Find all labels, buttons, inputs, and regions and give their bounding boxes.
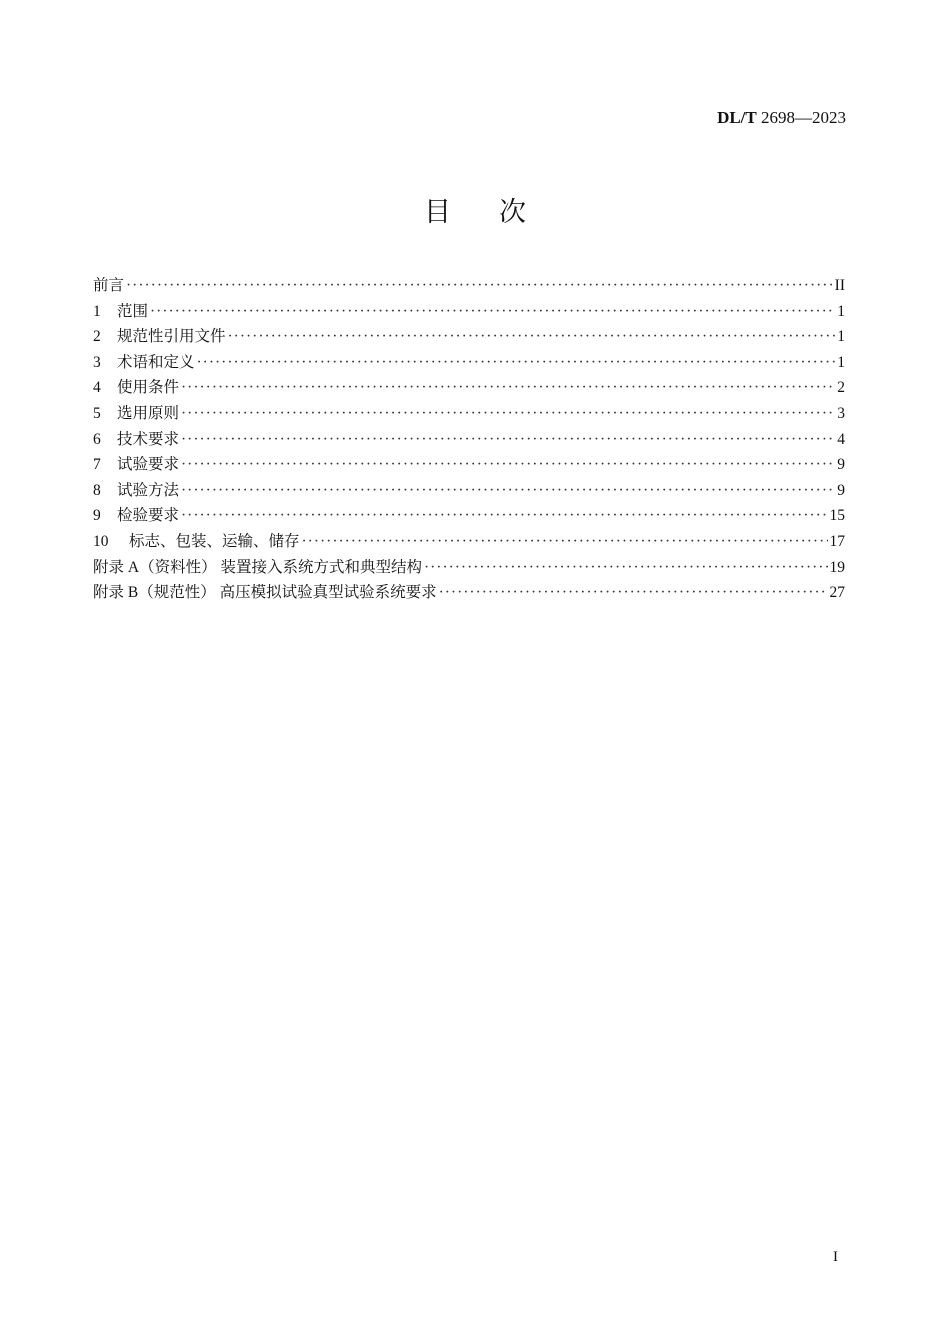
dot-leader [181, 379, 835, 397]
dot-leader [181, 431, 835, 449]
toc-entry-number: 9 [93, 507, 101, 525]
toc-entry-page: 1 [837, 302, 845, 320]
toc-entry-page: 1 [837, 328, 845, 346]
toc-entry-page: 9 [837, 456, 845, 474]
dot-leader [302, 533, 828, 551]
toc-entry[interactable] [93, 299, 845, 325]
table-of-contents [93, 273, 845, 606]
toc-entry-page: 3 [837, 404, 845, 422]
dot-leader [228, 328, 836, 346]
toc-entry-label: 选用原则 [117, 404, 180, 422]
toc-entry-number: 1 [93, 302, 101, 320]
toc-entry-number: 7 [93, 456, 101, 474]
toc-entry-label: 前言 [93, 277, 125, 294]
dot-leader [181, 507, 827, 525]
toc-entry-page: 17 [829, 532, 845, 550]
toc-entry[interactable] [93, 375, 845, 401]
dot-leader [150, 303, 835, 321]
dot-leader [181, 456, 835, 474]
toc-entry-label: 范围 [117, 302, 149, 320]
dot-leader [181, 405, 835, 423]
dot-leader [439, 584, 828, 602]
toc-entry-label: 标志、包装、运输、储存 [129, 532, 300, 550]
toc-entry-number: 5 [93, 404, 101, 422]
toc-entry[interactable] [93, 427, 845, 453]
toc-entry[interactable] [93, 324, 845, 350]
dot-leader [126, 277, 833, 295]
toc-entry-label: 技术要求 [117, 430, 180, 448]
toc-entry[interactable] [93, 503, 845, 529]
toc-entry[interactable] [93, 401, 845, 427]
dot-leader [424, 559, 828, 577]
standard-code [717, 108, 846, 128]
toc-entry-page: 9 [837, 481, 845, 499]
toc-entry-page: 4 [837, 430, 845, 448]
toc-entry-page: II [834, 277, 845, 294]
toc-entry-label: 使用条件 [117, 379, 180, 397]
toc-entry[interactable] [93, 580, 845, 606]
toc-entry-number: 6 [93, 430, 101, 448]
toc-entry-number: 3 [93, 353, 101, 371]
toc-entry[interactable] [93, 555, 845, 581]
toc-entry-label: 术语和定义 [117, 353, 195, 371]
toc-entry[interactable] [93, 452, 845, 478]
page-number: I [833, 1249, 838, 1265]
toc-entry-number: 4 [93, 379, 101, 397]
toc-entry-number: 2 [93, 328, 101, 346]
toc-entry-label: 试验方法 [117, 481, 180, 499]
toc-entry[interactable] [93, 478, 845, 504]
toc-entry-label: 检验要求 [117, 507, 180, 525]
toc-entry-page: 19 [829, 558, 845, 576]
page-title: 目次 [424, 197, 574, 227]
standard-code-number: 2698—2023 [761, 108, 846, 127]
toc-entry-label: 规范性引用文件 [117, 328, 226, 346]
toc-entry-page: 15 [829, 507, 845, 525]
dot-leader [181, 482, 835, 500]
toc-entry-number: 8 [93, 481, 101, 499]
toc-entry-number: 10 [93, 532, 109, 550]
toc-entry-page: 1 [837, 353, 845, 371]
toc-entry[interactable] [93, 350, 845, 376]
standard-code-prefix: DL/T [717, 108, 757, 127]
toc-entry[interactable] [93, 273, 845, 299]
toc-entry[interactable] [93, 529, 845, 555]
toc-entry-page: 2 [837, 379, 845, 397]
toc-entry-label: 试验要求 [117, 456, 180, 474]
dot-leader [197, 354, 836, 372]
toc-entry-label: 附录 A（资料性） 装置接入系统方式和典型结构 [93, 558, 422, 576]
toc-entry-label: 附录 B（规范性） 高压模拟试验真型试验系统要求 [93, 584, 437, 602]
toc-entry-page: 27 [829, 584, 845, 602]
